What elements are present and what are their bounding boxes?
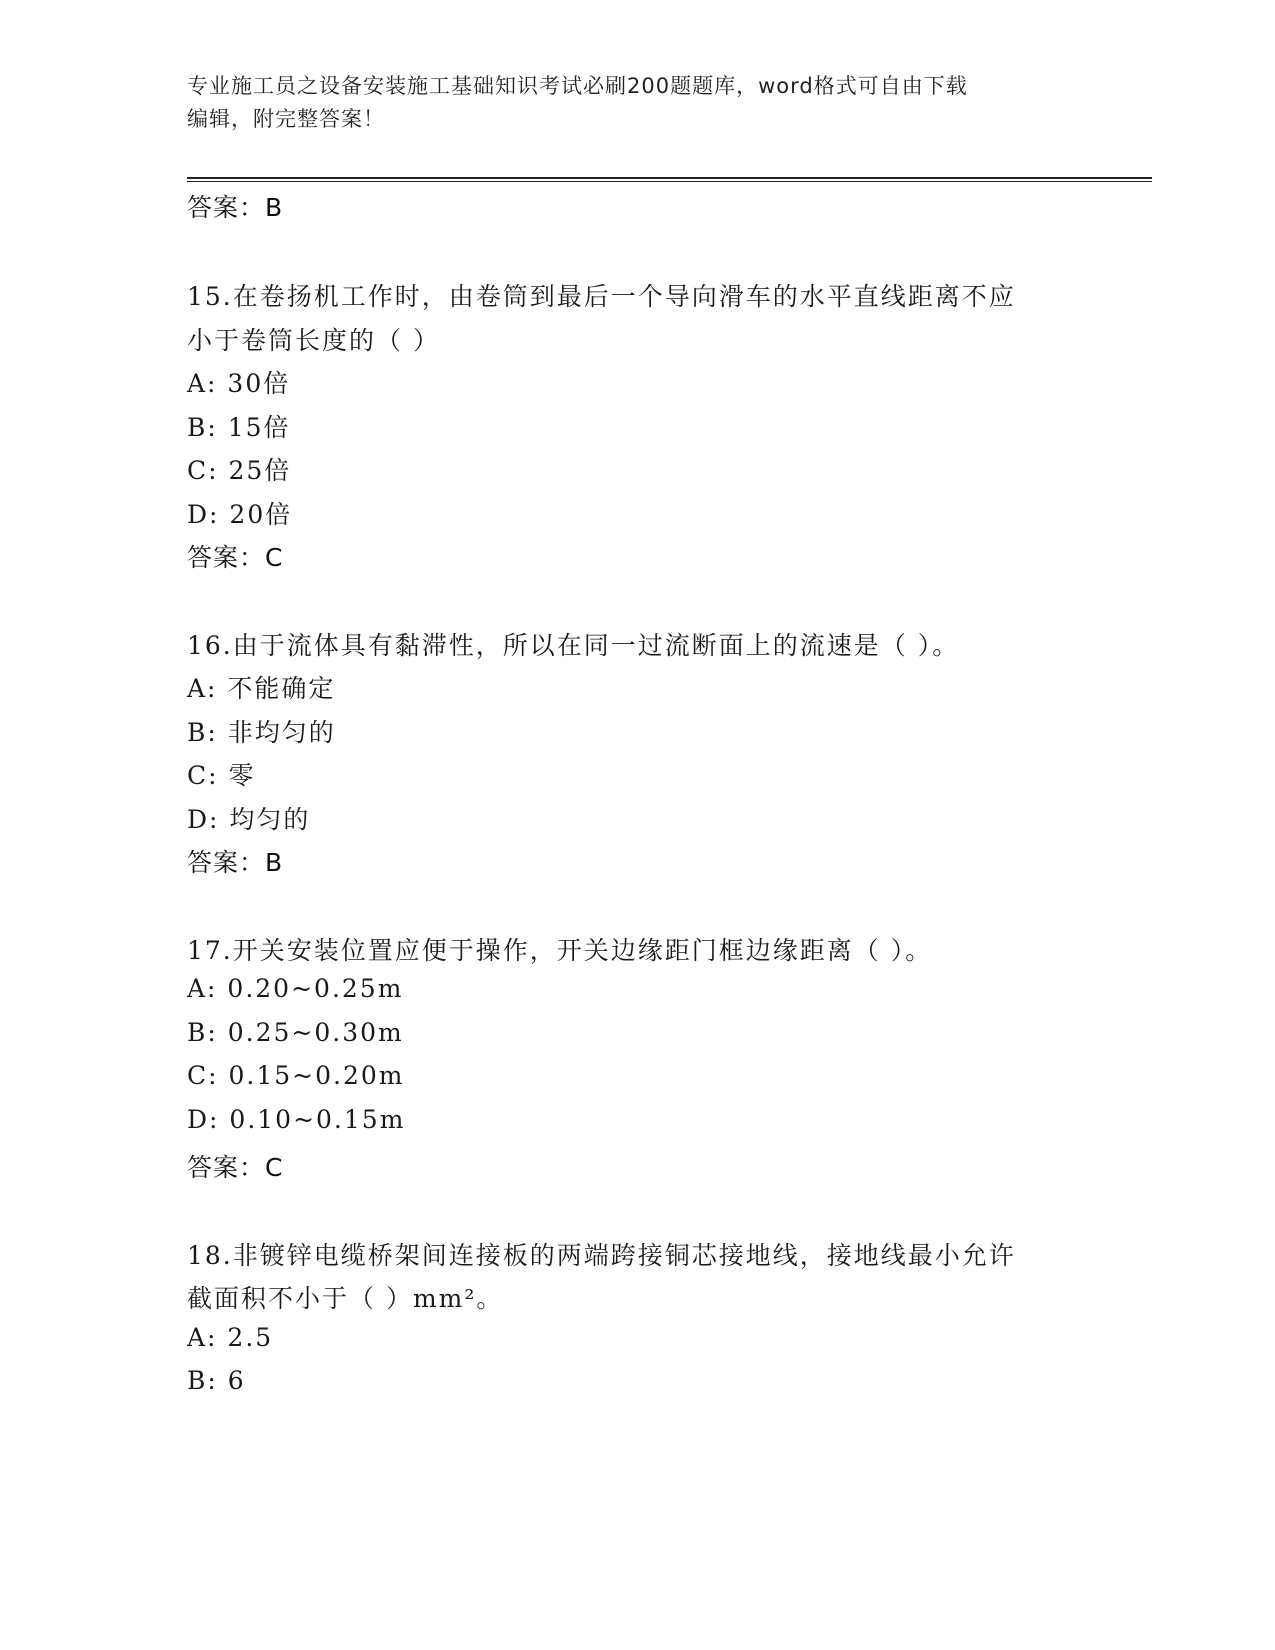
option-a: A: 2.5 — [187, 1323, 274, 1352]
option-b: B: 6 — [187, 1366, 246, 1395]
question-stem: 17.开关安装位置应便于操作，开关边缘距门框边缘距离（ ）。 — [187, 936, 933, 965]
option-d: D: 均匀的 — [187, 805, 311, 834]
option-b: B: 0.25~0.30m — [187, 1018, 404, 1047]
option-a: A: 不能确定 — [187, 674, 336, 703]
option-b: B: 非均匀的 — [187, 718, 336, 747]
previous-answer: 答案：B — [187, 193, 284, 222]
question-stem: 16.由于流体具有黏滞性，所以在同一过流断面上的流速是（ ）。 — [187, 631, 960, 660]
question-stem-cont: 截面积不小于（ ）mm²。 — [187, 1284, 504, 1313]
option-c: C: 25倍 — [187, 456, 292, 485]
question-stem-cont: 小于卷筒长度的（ ） — [187, 326, 440, 355]
question-stem: 18.非镀锌电缆桥架间连接板的两端跨接铜芯接地线，接地线最小允许 — [187, 1241, 1016, 1270]
option-c: C: 0.15~0.20m — [187, 1061, 405, 1090]
page-header — [187, 70, 1087, 136]
answer: 答案：C — [187, 543, 284, 572]
option-d: D: 20倍 — [187, 500, 293, 529]
header-line-2: 编辑，附完整答案！ — [187, 107, 385, 131]
header-line-1: 专业施工员之设备安装施工基础知识考试必刷200题题库，word格式可自由下载 — [187, 74, 968, 98]
answer: 答案：B — [187, 848, 284, 877]
option-b: B: 15倍 — [187, 413, 291, 442]
header-rule — [187, 177, 1152, 182]
option-c: C: 零 — [187, 761, 256, 790]
question-stem: 15.在卷扬机工作时，由卷筒到最后一个导向滑车的水平直线距离不应 — [187, 282, 1016, 311]
option-a: A: 30倍 — [187, 369, 291, 398]
option-d: D: 0.10~0.15m — [187, 1105, 406, 1134]
answer: 答案：C — [187, 1153, 284, 1182]
option-a: A: 0.20~0.25m — [187, 974, 404, 1003]
